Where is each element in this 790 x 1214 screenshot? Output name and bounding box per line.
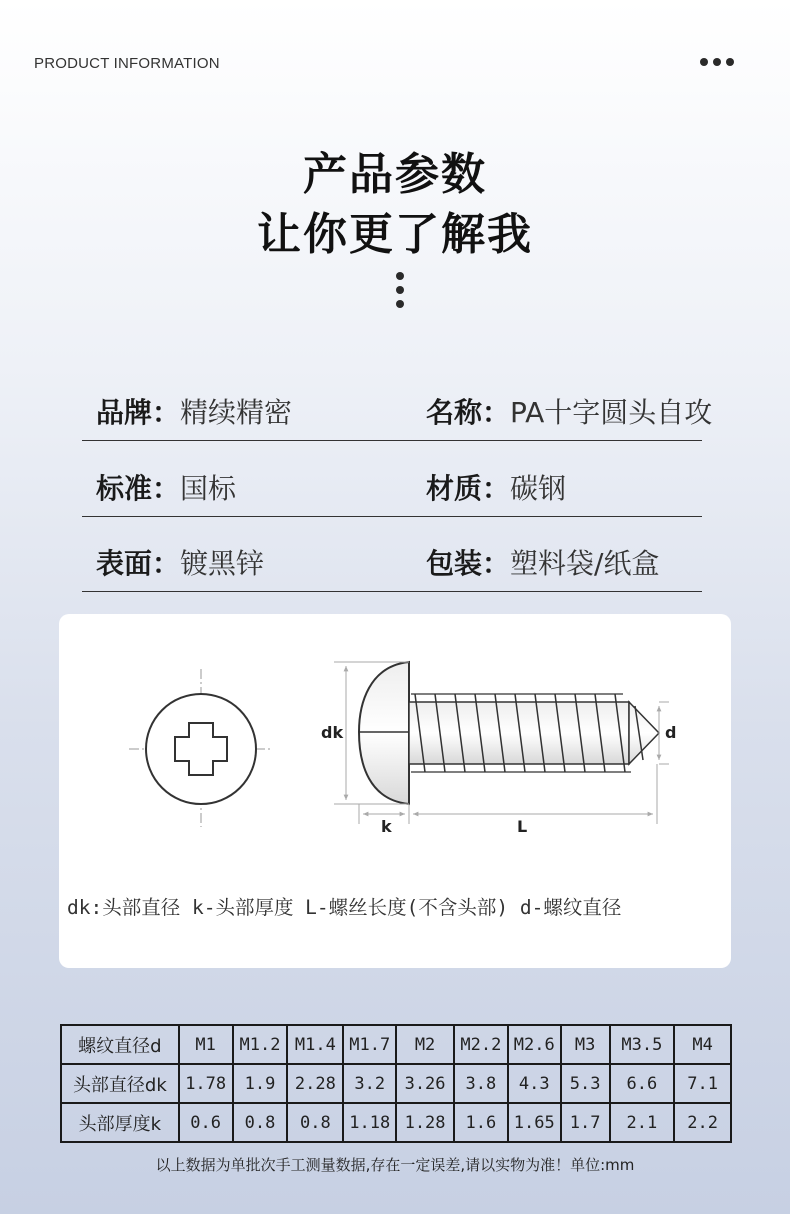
table-cell: 1.9 (233, 1064, 288, 1103)
diagram-legend: dk:头部直径 k-头部厚度 L-螺丝长度(不含头部) d-螺纹直径 (67, 896, 622, 919)
dk-label: dk (321, 723, 344, 742)
screw-head-top-view (129, 669, 273, 827)
table-cell: M2 (396, 1025, 454, 1064)
row-header: 头部直径dk (61, 1064, 179, 1103)
table-cell: M4 (674, 1025, 731, 1064)
table-cell: 3.2 (343, 1064, 396, 1103)
table-cell: 2.2 (674, 1103, 731, 1142)
page-title: 产品参数 (303, 149, 487, 200)
table-cell: 1.65 (508, 1103, 561, 1142)
k-label: k (381, 817, 392, 836)
spec-key: 表面： (96, 547, 181, 580)
table-row (61, 1103, 731, 1142)
table-cell: 2.1 (610, 1103, 675, 1142)
spec-value: 塑料袋/纸盒 (510, 547, 660, 580)
spec-value: PA十字圆头自攻 (510, 396, 713, 429)
table-cell: 5.3 (561, 1064, 610, 1103)
spec-value: 国标 (180, 472, 237, 505)
table-cell: M1.7 (343, 1025, 396, 1064)
page-subtitle: 让你更了解我 (257, 209, 533, 260)
screw-side-view (359, 662, 659, 804)
spec-row (82, 381, 713, 441)
table-cell: M2.2 (454, 1025, 508, 1064)
table-row (61, 1064, 731, 1103)
spec-key: 标准： (96, 472, 181, 505)
more-vertical-icon (396, 272, 404, 308)
spec-row (82, 457, 702, 517)
footnote: 以上数据为单批次手工测量数据,存在一定误差,请以实物为准！单位:mm (155, 1156, 635, 1174)
spec-value: 精续精密 (180, 396, 293, 429)
table-cell: M3 (561, 1025, 610, 1064)
table-cell: M2.6 (508, 1025, 561, 1064)
dimension-diagram-card (59, 614, 731, 968)
table-cell: 4.3 (508, 1064, 561, 1103)
table-cell: 0.8 (233, 1103, 288, 1142)
L-label: L (517, 817, 528, 836)
table-cell: M1.2 (233, 1025, 288, 1064)
row-header: 头部厚度k (61, 1103, 179, 1142)
spec-key: 名称： (426, 396, 511, 429)
table-row (61, 1025, 731, 1064)
table-cell: 6.6 (610, 1064, 675, 1103)
spec-value: 碳钢 (510, 472, 567, 505)
spec-row (82, 532, 702, 592)
table-cell: 1.7 (561, 1103, 610, 1142)
spec-key: 品牌： (96, 396, 181, 429)
table-cell: 7.1 (674, 1064, 731, 1103)
table-cell: 3.26 (396, 1064, 454, 1103)
table-cell: 1.18 (343, 1103, 396, 1142)
size-table (60, 1024, 732, 1143)
table-cell: M1 (179, 1025, 233, 1064)
more-horizontal-icon[interactable] (700, 58, 734, 66)
table-cell: 0.6 (179, 1103, 233, 1142)
table-cell: 0.8 (287, 1103, 343, 1142)
header-label: PRODUCT INFORMATION (34, 55, 220, 72)
d-label: d (665, 723, 677, 742)
spec-value: 镀黑锌 (180, 547, 265, 580)
table-cell: 3.8 (454, 1064, 508, 1103)
spec-key: 材质： (426, 472, 511, 505)
spec-key: 包装： (426, 547, 511, 580)
table-cell: 1.28 (396, 1103, 454, 1142)
row-header: 螺纹直径d (61, 1025, 179, 1064)
table-cell: 1.6 (454, 1103, 508, 1142)
table-cell: 1.78 (179, 1064, 233, 1103)
table-cell: M1.4 (287, 1025, 343, 1064)
table-cell: 2.28 (287, 1064, 343, 1103)
table-cell: M3.5 (610, 1025, 675, 1064)
